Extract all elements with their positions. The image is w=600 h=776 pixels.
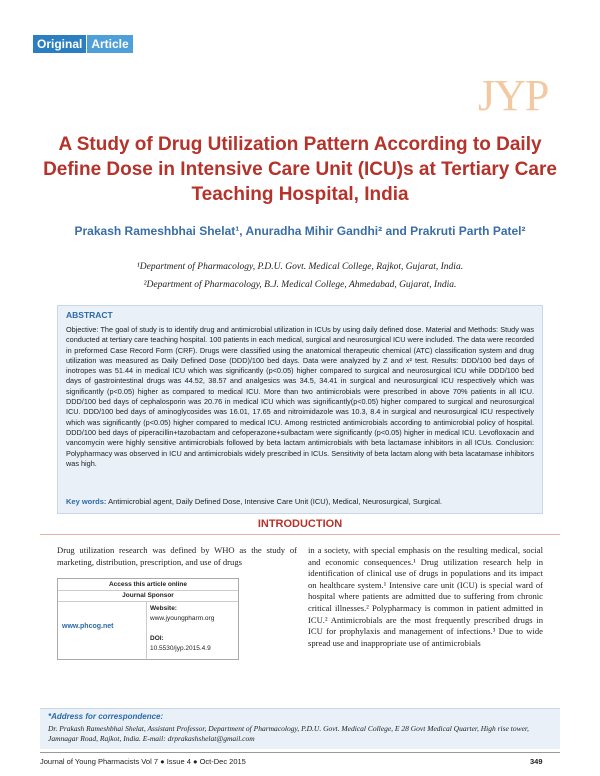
correspondence-text: Dr. Prakash Rameshbhai Shelat, Assistant Professor, Department of Pharmacology, P.D.U. Govt. Medical College, E 28 Govt Medical Quarter, High rise tower, Jamnagar Road, Rajkot, India. E-mail: drprakashshelat@gmail.com [48,724,529,743]
page-number: 349 [530,757,543,766]
left-column-text: Drug utilization research was defined by WHO as the study of marketing, distribution, prescription, and use of drugs [57,545,297,567]
footer-divider [40,752,560,753]
access-article-box [57,578,239,660]
section-heading-introduction: INTRODUCTION [257,518,343,530]
badge-original: Original [33,35,86,53]
affiliation-2: ²Department of Pharmacology, B.J. Medical College, Ahmedabad, Gujarat, India. [143,280,457,290]
keywords-label: Key words: [66,497,107,506]
keywords-text: Antimicrobial agent, Daily Defined Dose, Intensive Care Unit (ICU), Medical, Neurosurgical, Surgical. [108,497,442,506]
badge-article: Article [87,35,132,53]
doi-link[interactable]: 10.5530/jyp.2015.4.9 [150,645,211,652]
correspondence-heading: *Address for correspondence: [48,712,164,721]
journal-logo: JYP [478,71,549,120]
keywords [66,497,536,506]
footer-journal: Journal of Young Pharmacists Vol 7 ● Issue 4 ● Oct-Dec 2015 [40,757,246,766]
section-divider [40,534,560,535]
author-list: Prakash Rameshbhai Shelat¹, Anuradha Mihir Gandhi² and Prakruti Parth Patel² [74,224,526,238]
article-type-badge [33,35,133,53]
article-title: A Study of Drug Utilization Pattern According to Daily Define Dose in Intensive Care Unit (ICU)s at Tertiary Care Teaching Hospital, India [43,134,557,205]
website-label: Website: [150,605,177,612]
abstract-text: Objective: The goal of study is to identify drug and antimicrobial utilization in ICUs by using daily defined dose. Material and Methods: Study was conducted at tertiary care teaching hospital. 100 patients in each medical, surgical and neurosurgical ICU were included. The data were recorded in preformed Case Record Form (CRF). Drugs were classified using the anatomical therapeutic chemical (ATC) classification system and drug utilization was measured as Daily Defined Dose (DDD)/100 bed days. Data were analyzed by Z and x² test. Results: DDD/100 bed days of inotropes was 51.44 in medical ICU which was significantly (p<0.05) higher compared to surgical and neurosurgical ICU while DDD/100 bed days of gastrointestinal drugs was 44.52, 38.57 and analgesics was 34.5, 34.41 in surgical and neurosurgical ICU respectively which was significantly (p<0.05) higher as compared to medical ICU. More than two antimicrobials were prescribed in above 70% patients in all ICU. DDD/100 bed days of cephalosporin was 20.76 in medical ICU which was significantly(p<0.05) higher compared to surgical and neurosurgical ICU. DDD/100 bed days of aminoglycosides was 16.01, 17.65 and nitroimidazole was 10.3, 8.4 in surgical and neurosurgical ICU respectively which was significantly (p<0.05) higher compared to medical ICU. Among restricted antimicrobials according to antimicrobial policy of hospital. DDD/100 bed days of piperacillin+tazobactam and cefoperazone+sulbactam were significantly (p<0.05) higher in medical ICU. Levofloxacin and vancomycin were highly sensitive antimicrobials followed by beta lactam antimicrobials with beta lactamase inhibitors in all ICUs. Conclusion: Polypharmacy was observed in ICU and antimicrobials widely prescribed in ICUs. Sensitivity of beta lactam along with beta lacatamase inhibitors was high. [66,325,534,468]
abstract-box [57,305,543,514]
abstract-heading: ABSTRACT [66,310,113,320]
sponsor-logo: www.phcog.net [62,623,114,630]
website-link[interactable]: www.jyoungpharm.org [150,615,215,622]
doi-label: DOI: [150,635,164,642]
journal-sponsor-label: Journal Sponsor [58,590,238,602]
affiliation-1: ¹Department of Pharmacology, P.D.U. Govt. Medical College, Rajkot, Gujarat, India. [136,262,464,272]
correspondence-box [40,708,560,749]
right-column-text: in a society, with special emphasis on the resulting medical, social and economic consequences.¹ Drug utilization research help in identification of clinical use of drugs in populations and its impact on healthcare system.¹ Intensive care unit (ICU) is special ward of hospital where patients are admitted due to suffering from chronic critical illnesses.² Polypharmacy is common in patient admitted in ICU.² Antimicrobials are the most frequently prescribed drugs in ICU for prophylaxis and management of infections.³ Due to wide spread use and inappropriate use of antimicrobials [308,545,543,648]
access-divider [146,602,147,659]
access-header: Access this article online [58,579,238,591]
